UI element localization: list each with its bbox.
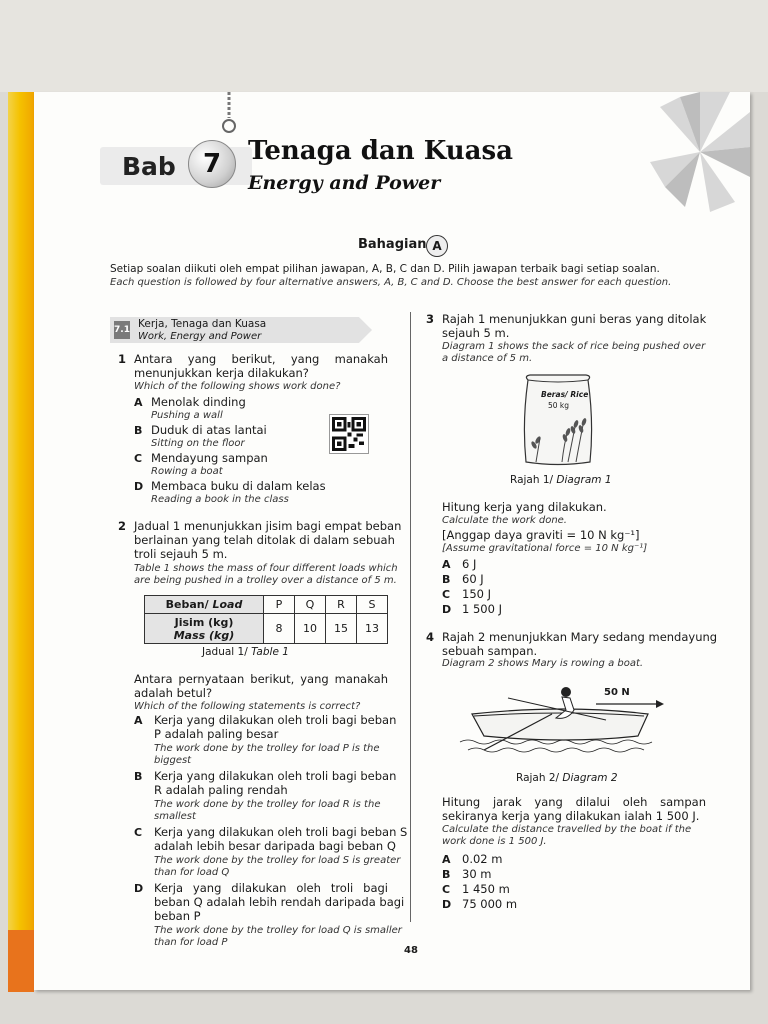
q1-number: 1: [118, 352, 127, 366]
q4-ask-ms-line2: sekiranya kerja yang dilakukan ialah 1 500 J.: [442, 809, 700, 823]
sack-label: [541, 390, 588, 399]
table-mass-q: 10: [295, 614, 326, 644]
q2-option-d-en-line1: The work done by the trolley for load Q is smaller: [154, 925, 402, 936]
q1-stem-en: Which of the following shows work done?: [134, 381, 341, 392]
q1-option-c-ms[interactable]: Mendayung sampan: [151, 451, 268, 465]
q4-ask-en-line1: Calculate the distance travelled by the boat if the: [442, 824, 692, 835]
q3-ask-en: Calculate the work done.: [442, 515, 567, 526]
q1-option-d-ms[interactable]: Membaca buku di dalam kelas: [151, 479, 326, 493]
q1-option-a-letter: A: [134, 396, 143, 409]
q4-stem-ms-line1: Rajah 2 menunjukkan Mary sedang mendayung: [442, 630, 718, 644]
q2-option-c-en-line2: than for load Q: [154, 867, 230, 878]
q1-option-b-en: Sitting on the floor: [151, 438, 245, 449]
section-letter-badge: A: [426, 235, 448, 257]
q2-ask-en: Which of the following statements is correct?: [134, 701, 361, 712]
q2-option-a-en-line2: biggest: [154, 755, 192, 766]
topic-title-ms: Kerja, Tenaga dan Kuasa: [138, 318, 267, 330]
q3-stem-en-line1: Diagram 1 shows the sack of rice being pushed over: [442, 341, 706, 352]
table-caption-en: Table 1: [251, 646, 289, 658]
q3-option-b-value[interactable]: 60 J: [462, 572, 484, 586]
sack-label-en: Rice: [570, 390, 589, 399]
rowing-boat-illustration: [456, 680, 674, 760]
q4-option-c-letter: C: [442, 883, 451, 896]
scan-background: [0, 0, 768, 92]
q4-option-d-letter: D: [442, 898, 452, 911]
q4-ask-ms-line1: Hitung jarak yang dilalui oleh sampan: [442, 795, 706, 809]
sack-mass: 50 kg: [548, 401, 570, 410]
q2-number: 2: [118, 519, 127, 533]
q2-stem-en-line1: Table 1 shows the mass of four different loads which: [134, 563, 398, 574]
table-load-s: S: [357, 596, 388, 614]
q2-option-b-en-line1: The work done by the trolley for load R is the: [154, 799, 381, 810]
mass-table: [144, 595, 388, 644]
q3-diagram-caption: [510, 473, 612, 487]
table-caption: [202, 645, 289, 659]
table-header-load-ms: Beban/: [165, 598, 209, 611]
q1-option-d-en: Reading a book in the class: [151, 494, 289, 505]
q4-option-a-value[interactable]: 0.02 m: [462, 852, 503, 866]
table-load-q: Q: [295, 596, 326, 614]
chapter-title-en: Energy and Power: [248, 172, 441, 194]
table-mass-r: 15: [326, 614, 357, 644]
q1-stem-ms-line1: Antara yang berikut, yang manakah: [134, 352, 388, 366]
q4-caption-ms: Rajah 2/: [516, 772, 560, 784]
instructions-en: Each question is followed by four alternative answers, A, B, C and D. Choose the best answer for each question.: [110, 277, 672, 288]
q2-option-d-en-line2: than for load P: [154, 937, 228, 948]
q2-stem-ms-line3: troli sejauh 5 m.: [134, 547, 228, 561]
table-row-mass-en: Mass (kg): [173, 628, 235, 642]
book-spine: [8, 92, 34, 992]
q3-option-d-value[interactable]: 1 500 J: [462, 602, 502, 616]
q3-stem-en-line2: a distance of 5 m.: [442, 353, 533, 364]
q1-option-b-letter: B: [134, 424, 143, 437]
q1-option-b-ms[interactable]: Duduk di atas lantai: [151, 423, 267, 437]
q2-option-c-letter: C: [134, 826, 143, 839]
table-load-p: P: [264, 596, 295, 614]
table-caption-ms: Jadual 1/: [202, 646, 248, 658]
chapter-label: Bab: [122, 152, 176, 181]
table-mass-p: 8: [264, 614, 295, 644]
table-row-mass-header: [145, 614, 264, 644]
q3-ask-ms: Hitung kerja yang dilakukan.: [442, 500, 607, 514]
book-page: [34, 92, 750, 990]
q3-caption-en: Diagram 1: [556, 474, 612, 486]
q4-diagram-caption: [516, 771, 618, 785]
q2-option-a-letter: A: [134, 714, 143, 727]
q1-option-c-letter: C: [134, 452, 143, 465]
q2-option-a-ms-line2[interactable]: P adalah paling besar: [154, 727, 279, 741]
q3-option-a-letter: A: [442, 558, 451, 571]
q4-option-a-letter: A: [442, 853, 451, 866]
q3-option-b-letter: B: [442, 573, 451, 586]
q1-option-a-ms[interactable]: Menolak dinding: [151, 395, 246, 409]
q4-stem-ms-line2: sebuah sampan.: [442, 644, 538, 658]
q4-stem-en: Diagram 2 shows Mary is rowing a boat.: [442, 658, 644, 669]
q2-stem-ms-line1: Jadual 1 menunjukkan jisim bagi empat beban: [134, 519, 402, 533]
q3-stem-ms-line1: Rajah 1 menunjukkan guni beras yang ditolak: [442, 312, 707, 326]
q2-option-a-en-line1: The work done by the trolley for load P is the: [154, 743, 380, 754]
q1-option-d-letter: D: [134, 480, 144, 493]
q4-option-d-value[interactable]: 75 000 m: [462, 897, 518, 911]
q2-option-a-ms-line1[interactable]: Kerja yang dilakukan oleh troli bagi beban: [154, 713, 397, 727]
table-row-mass-ms: Jisim (kg): [174, 615, 234, 629]
rice-sack-illustration: [518, 372, 598, 468]
q2-option-b-ms-line1[interactable]: Kerja yang dilakukan oleh troli bagi beban: [154, 769, 397, 783]
q2-option-d-ms-line2[interactable]: beban Q adalah lebih rendah daripada bagi: [154, 895, 405, 909]
q2-stem-en-line2: are being pushed in a trolley over a distance of 5 m.: [134, 575, 397, 586]
q3-number: 3: [426, 312, 435, 326]
topic-number: 7.1: [114, 321, 130, 339]
q3-option-c-letter: C: [442, 588, 451, 601]
qr-code-icon[interactable]: [329, 414, 369, 454]
instructions-ms: Setiap soalan diikuti oleh empat pilihan jawapan, A, B, C dan D. Pilih jawapan terbaik bagi setiap soalan.: [110, 263, 660, 275]
q4-option-c-value[interactable]: 1 450 m: [462, 882, 510, 896]
q2-option-c-en-line1: The work done by the trolley for load S is greater: [154, 855, 401, 866]
section-label: Bahagian: [358, 237, 427, 252]
q4-number: 4: [426, 630, 435, 644]
q4-option-b-letter: B: [442, 868, 451, 881]
chapter-number: 7: [188, 140, 236, 188]
page-number: 48: [404, 945, 418, 956]
q3-assume-ms: [Anggap daya graviti = 10 N kg⁻¹]: [442, 528, 640, 542]
topic-title-en: Work, Energy and Power: [138, 331, 262, 342]
q4-caption-en: Diagram 2: [562, 772, 618, 784]
keyring-icon: [222, 92, 236, 142]
q4-force-label: 50 N: [604, 687, 630, 698]
q4-option-b-value[interactable]: 30 m: [462, 867, 492, 881]
q2-option-b-ms-line2[interactable]: R adalah paling rendah: [154, 783, 288, 797]
q2-option-b-en-line2: smallest: [154, 811, 196, 822]
q2-option-d-ms-line3[interactable]: beban P: [154, 909, 201, 923]
q4-ask-en-line2: work done is 1 500 J.: [442, 836, 547, 847]
chapter-title-ms: Tenaga dan Kuasa: [248, 136, 513, 166]
q2-ask-ms-line2: adalah betul?: [134, 686, 213, 700]
pinwheel-decoration: [640, 92, 750, 212]
q3-option-d-letter: D: [442, 603, 452, 616]
q2-ask-ms-line1: Antara pernyataan berikut, yang manakah: [134, 672, 388, 686]
q2-option-d-ms-line1[interactable]: Kerja yang dilakukan oleh troli bagi: [154, 881, 388, 895]
q3-caption-ms: Rajah 1/: [510, 474, 554, 486]
q2-option-b-letter: B: [134, 770, 143, 783]
q2-stem-ms-line2: berlainan yang telah ditolak di dalam sebuah: [134, 533, 395, 547]
q3-assume-en: [Assume gravitational force = 10 N kg⁻¹]: [442, 543, 648, 554]
q2-option-c-ms-line2[interactable]: adalah lebih besar daripada bagi beban Q: [154, 839, 396, 853]
q1-option-a-en: Pushing a wall: [151, 410, 223, 421]
q3-option-a-value[interactable]: 6 J: [462, 557, 477, 571]
table-header-load-en: Load: [212, 598, 243, 611]
column-divider: [410, 312, 411, 922]
q2-option-d-letter: D: [134, 882, 144, 895]
table-mass-s: 13: [357, 614, 388, 644]
q1-option-c-en: Rowing a boat: [151, 466, 223, 477]
q3-stem-ms-line2: sejauh 5 m.: [442, 326, 510, 340]
q1-stem-ms-line2: menunjukkan kerja dilakukan?: [134, 366, 309, 380]
q2-option-c-ms-line1[interactable]: Kerja yang dilakukan oleh troli bagi beban S: [154, 825, 408, 839]
table-header-load: [145, 596, 264, 614]
q3-option-c-value[interactable]: 150 J: [462, 587, 491, 601]
table-load-r: R: [326, 596, 357, 614]
book-spine-bottom: [8, 930, 34, 992]
sack-label-ms: Beras/: [541, 390, 568, 399]
